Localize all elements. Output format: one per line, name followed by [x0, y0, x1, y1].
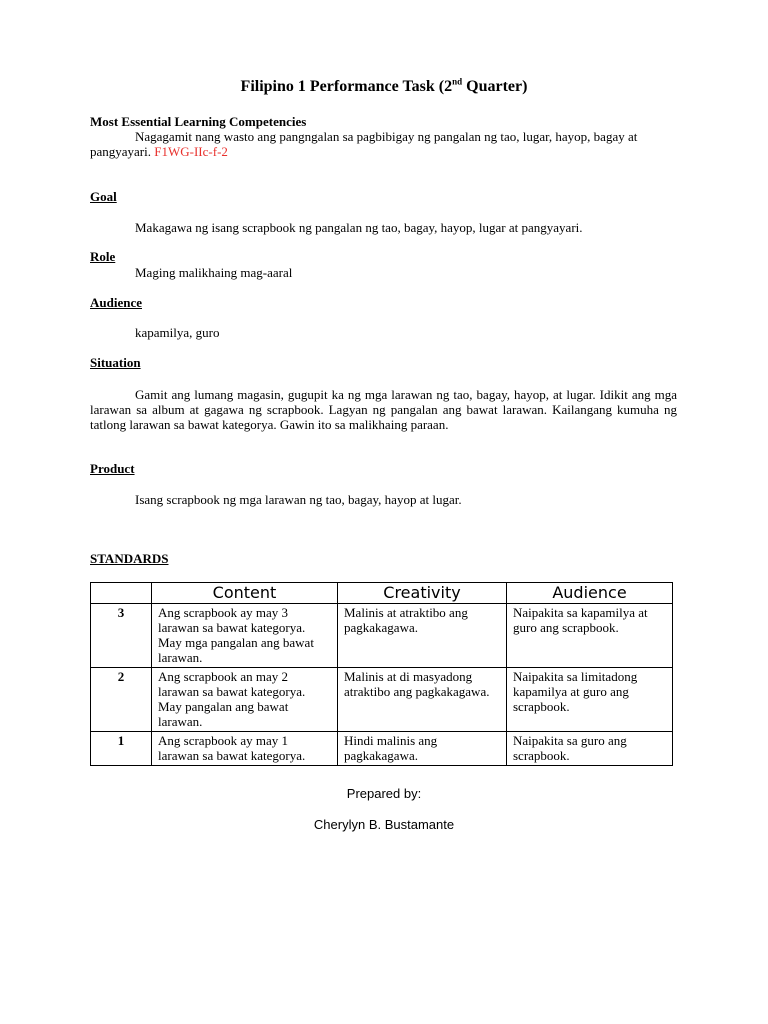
- column-header-score: [91, 583, 152, 604]
- table-header-row: [91, 583, 673, 604]
- column-header-audience: Audience: [507, 583, 673, 604]
- audience-cell: Naipakita sa guro ang scrapbook.: [507, 732, 673, 766]
- content-cell: Ang scrapbook an may 2 larawan sa bawat kategorya. May pangalan ang bawat larawan.: [152, 668, 338, 732]
- column-header-content: Content: [152, 583, 338, 604]
- score-cell: 1: [91, 732, 152, 766]
- creativity-cell: Malinis at atraktibo ang pagkakagawa.: [338, 604, 507, 668]
- standards-rubric-table: [90, 582, 673, 766]
- table-row: [91, 668, 673, 732]
- role-text: Maging malikhaing mag-aaral: [135, 265, 293, 280]
- situation-text: Gamit ang lumang magasin, gugupit ka ng mga larawan ng tao, bagay, hayop, at lugar. Idikit ang mga larawan sa album at gagawa ng scrapbook. Lagyan ng pangalan ang bawat larawan. Kailangang kumuha ng tatlong larawan sa bawat kategorya. Gawin ito sa malikhaing paraan.: [90, 387, 677, 432]
- audience-text: kapamilya, guro: [135, 325, 220, 340]
- situation-heading: Situation: [90, 355, 141, 370]
- melc-heading: Most Essential Learning Competencies: [90, 114, 307, 129]
- table-row: [91, 732, 673, 766]
- creativity-cell: Malinis at di masyadong atraktibo ang pagkakagawa.: [338, 668, 507, 732]
- content-cell: Ang scrapbook ay may 3 larawan sa bawat kategorya. May mga pangalan ang bawat larawan.: [152, 604, 338, 668]
- content-cell: Ang scrapbook ay may 1 larawan sa bawat kategorya.: [152, 732, 338, 766]
- creativity-cell: Hindi malinis ang pagkakagawa.: [338, 732, 507, 766]
- goal-heading: Goal: [90, 189, 117, 204]
- standards-heading: STANDARDS: [90, 551, 169, 566]
- product-text: Isang scrapbook ng mga larawan ng tao, bagay, hayop at lugar.: [135, 492, 462, 507]
- melc-text: Nagagamit nang wasto ang pangngalan sa pagbibigay ng pangalan ng tao, lugar, hayop, bagay at pangyayari. F1WG-IIc-f-2: [90, 129, 638, 159]
- audience-cell: Naipakita sa limitadong kapamilya at guro ang scrapbook.: [507, 668, 673, 732]
- goal-text: Makagawa ng isang scrapbook ng pangalan ng tao, bagay, hayop, lugar at pangyayari.: [135, 220, 583, 235]
- document-title: Filipino 1 Performance Task (2nd Quarter): [240, 76, 528, 95]
- product-heading: Product: [90, 461, 135, 476]
- preparer-name: Cherylyn B. Bustamante: [313, 817, 455, 832]
- score-cell: 3: [91, 604, 152, 668]
- audience-cell: Naipakita sa kapamilya at guro ang scrapbook.: [507, 604, 673, 668]
- prepared-by-label: Prepared by:: [346, 786, 422, 801]
- title-superscript: nd: [452, 76, 463, 87]
- melc-code: F1WG-IIc-f-2: [154, 144, 228, 159]
- score-cell: 2: [91, 668, 152, 732]
- column-header-creativity: Creativity: [338, 583, 507, 604]
- audience-heading: Audience: [90, 295, 142, 310]
- table-row: [91, 604, 673, 668]
- role-heading: Role: [90, 249, 116, 264]
